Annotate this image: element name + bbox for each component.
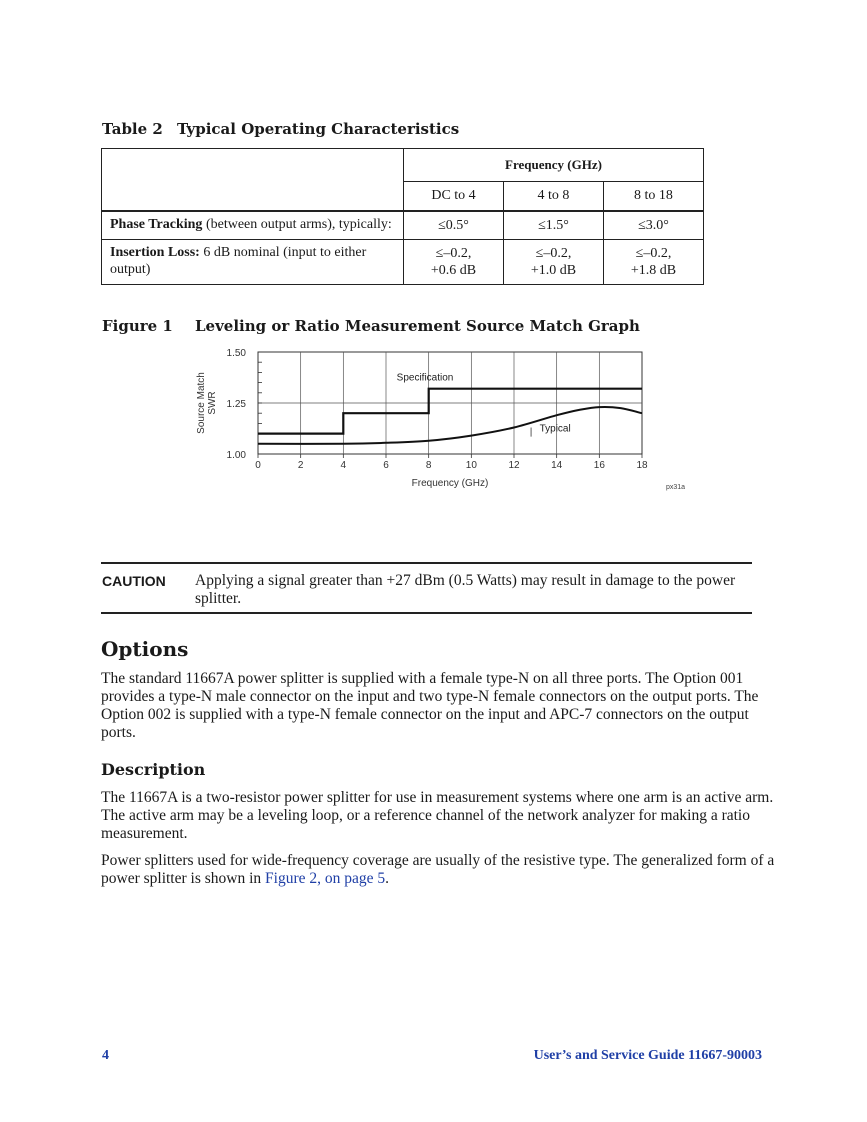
row-label-detail: 6 dB nominal (input to either output) xyxy=(110,245,367,277)
caution-top-rule xyxy=(101,562,752,564)
y-tick-label: 1.25 xyxy=(226,399,246,410)
y-axis-label: Source Match xyxy=(196,372,207,434)
column-header-8-18: 8 to 18 xyxy=(604,182,704,212)
table-number: Table 2 xyxy=(102,120,163,138)
figure-title xyxy=(102,317,640,335)
cell-line: +1.8 dB xyxy=(630,263,677,278)
cell-line: ≤–0.2, xyxy=(435,246,472,261)
x-tick-label: 0 xyxy=(255,460,261,471)
table-corner-cell xyxy=(102,149,404,212)
table-cell xyxy=(604,240,704,285)
specification-label: Specification xyxy=(396,372,454,384)
operating-characteristics-table xyxy=(101,148,704,285)
figure-title-text: Leveling or Ratio Measurement Source Match Graph xyxy=(195,317,640,335)
row-label-bold: Phase Tracking xyxy=(110,217,203,232)
x-tick-label: 2 xyxy=(297,460,304,471)
page-number: 4 xyxy=(102,1048,109,1063)
column-header-4-8: 4 to 8 xyxy=(504,182,604,212)
table-row xyxy=(102,211,704,240)
frequency-group-header: Frequency (GHz) xyxy=(404,149,704,182)
table-cell: ≤3.0° xyxy=(604,211,704,240)
cell-line: ≤–0.2, xyxy=(635,246,672,261)
x-tick-label: 10 xyxy=(465,460,477,471)
figure-number: Figure 1 xyxy=(102,317,173,335)
x-tick-label: 4 xyxy=(340,460,347,471)
table-row xyxy=(102,240,704,285)
x-tick-label: 14 xyxy=(551,460,563,471)
options-heading: Options xyxy=(101,637,189,661)
table-title-text: Typical Operating Characteristics xyxy=(177,120,460,138)
row-label-insertion-loss xyxy=(102,240,404,285)
x-tick-label: 16 xyxy=(593,460,605,471)
description-paragraph-1: The 11667A is a two-resistor power splitter for use in measurement systems where one arm is an active arm. The active arm may be a leveling loop, or a reference channel of the network analyzer for making a ratio measurement. xyxy=(101,789,774,842)
row-label-bold: Insertion Loss: xyxy=(110,245,200,260)
table-cell xyxy=(504,240,604,285)
y-axis-label: SWR xyxy=(207,391,218,415)
table-cell: ≤1.5° xyxy=(504,211,604,240)
source-match-chart xyxy=(180,340,710,500)
y-tick-label: 1.00 xyxy=(226,450,246,461)
figure-code: px31a xyxy=(666,484,686,491)
cell-line: +0.6 dB xyxy=(430,263,477,278)
x-tick-label: 12 xyxy=(508,460,520,471)
paragraph-end: . xyxy=(385,870,390,887)
caution-bottom-rule xyxy=(101,612,752,614)
x-tick-label: 18 xyxy=(636,460,648,471)
caution-label: CAUTION xyxy=(102,573,166,589)
table-cell xyxy=(404,240,504,285)
guide-title: User’s and Service Guide 11667-90003 xyxy=(533,1048,762,1063)
caution-text: Applying a signal greater than +27 dBm (0.5 Watts) may result in damage to the power splitter. xyxy=(195,572,736,607)
description-heading: Description xyxy=(101,760,206,779)
row-label-phase-tracking xyxy=(102,211,404,240)
column-header-dc-4: DC to 4 xyxy=(404,182,504,212)
row-label-detail: (between output arms), typically: xyxy=(202,217,392,232)
description-paragraph-2 xyxy=(101,852,781,888)
y-tick-label: 1.50 xyxy=(226,348,246,359)
table-cell: ≤0.5° xyxy=(404,211,504,240)
typical-label: Typical xyxy=(539,423,571,435)
cell-line: ≤–0.2, xyxy=(535,246,572,261)
figure-2-link[interactable]: Figure 2, on page 5 xyxy=(265,870,386,887)
table-title xyxy=(102,120,459,138)
x-tick-label: 8 xyxy=(425,460,432,471)
options-paragraph: The standard 11667A power splitter is supplied with a female type-N on all three ports. The Option 001 provides a type-N male connector on the input and two type-N female connectors on the output ports. The Option 002 is supplied with a type-N female connector on the input and APC-7 connectors on the output ports. xyxy=(101,670,759,741)
paragraph-text: Power splitters used for wide-frequency coverage are usually of the resistive type. The generalized form of a power splitter is shown in xyxy=(101,852,775,887)
x-axis-label: Frequency (GHz) xyxy=(411,478,489,489)
cell-line: +1.0 dB xyxy=(530,263,577,278)
x-tick-label: 6 xyxy=(383,460,389,471)
